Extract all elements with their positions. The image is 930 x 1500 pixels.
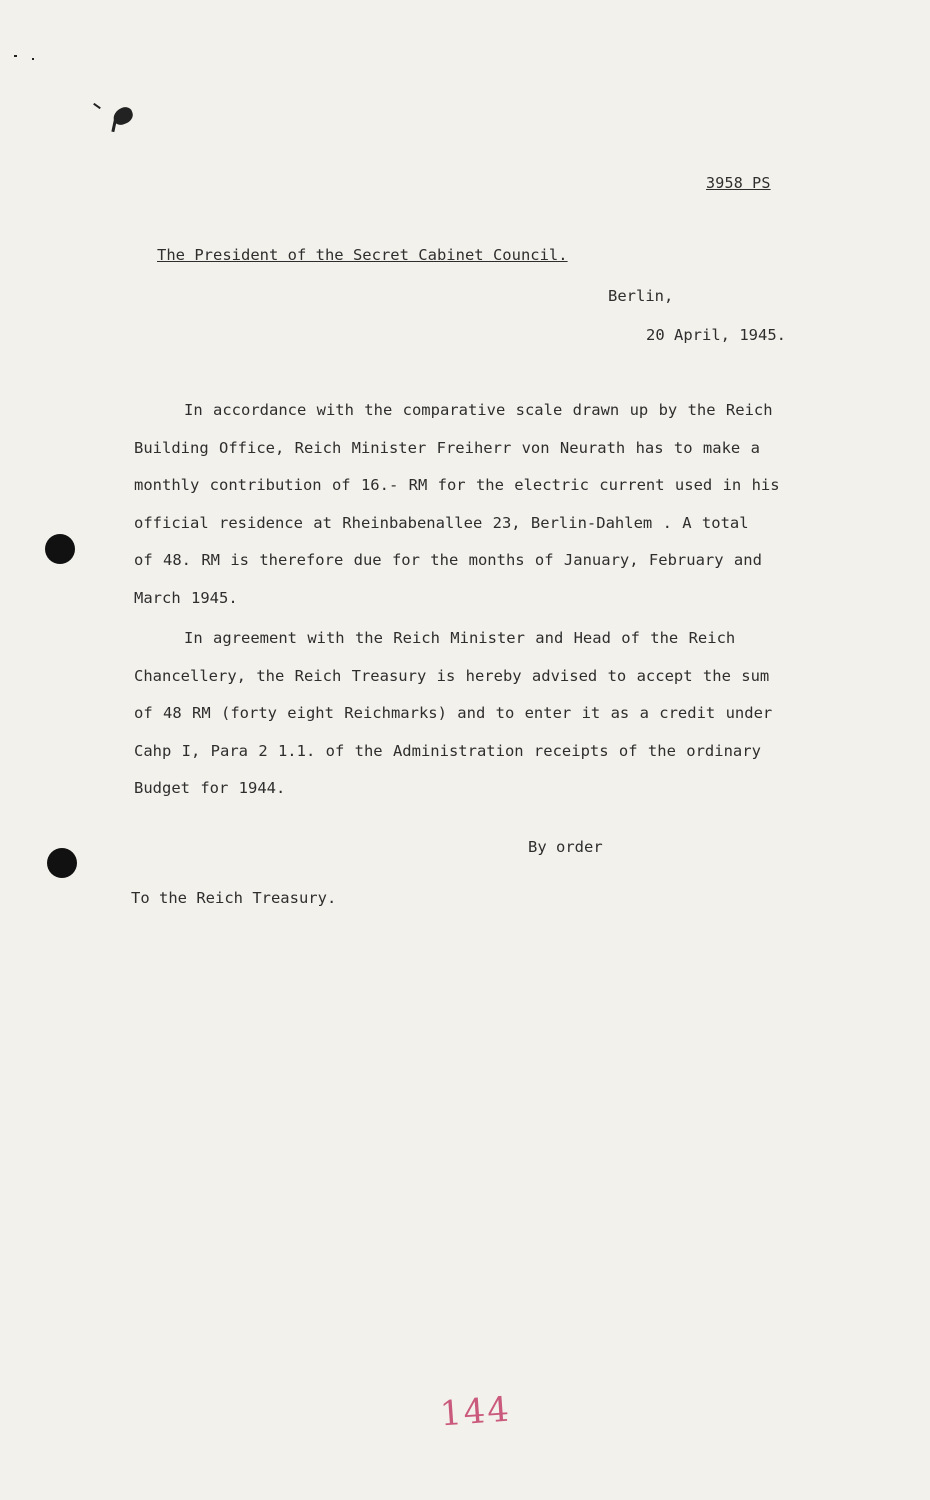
paragraph-line: Chancellery, the Reich Treasury is hereby advised to accept the sum <box>134 666 770 685</box>
punch-hole <box>45 534 75 564</box>
speck-mark <box>14 55 17 57</box>
paragraph-line: Building Office, Reich Minister Freiherr von Neurath has to make a <box>134 438 760 457</box>
punch-hole <box>47 848 77 878</box>
ink-tick-mark <box>93 103 101 109</box>
paragraph-line: official residence at Rheinbabenallee 23, Berlin-Dahlem . A total <box>134 513 749 532</box>
signature-line: By order <box>528 838 603 856</box>
document-date: 20 April, 1945. <box>646 326 786 344</box>
recipient-line: To the Reich Treasury. <box>131 889 337 907</box>
handwritten-page-number: 144 <box>438 1389 513 1435</box>
document-number: 3958 PS <box>706 174 771 192</box>
paragraph-line: of 48. RM is therefore due for the months of January, February and <box>134 551 762 569</box>
paragraph-line: In accordance with the comparative scale drawn up by the Reich <box>184 401 773 419</box>
document-place: Berlin, <box>608 287 674 305</box>
paragraph-1 <box>134 392 794 617</box>
paragraph-line: monthly contribution of 16.- RM for the electric current used in his <box>134 476 780 494</box>
paragraph-line: March 1945. <box>134 588 238 607</box>
document-heading: The President of the Secret Cabinet Council. <box>157 246 568 264</box>
paragraph-line: of 48 RM (forty eight Reichmarks) and to enter it as a credit under <box>134 704 773 722</box>
paragraph-line: In agreement with the Reich Minister and Head of the Reich <box>184 629 736 647</box>
speck-mark <box>32 58 34 60</box>
paragraph-line: Cahp I, Para 2 1.1. of the Administration receipts of the ordinary <box>134 741 761 760</box>
paragraph-line: Budget for 1944. <box>134 779 286 797</box>
paragraph-2 <box>134 620 794 808</box>
